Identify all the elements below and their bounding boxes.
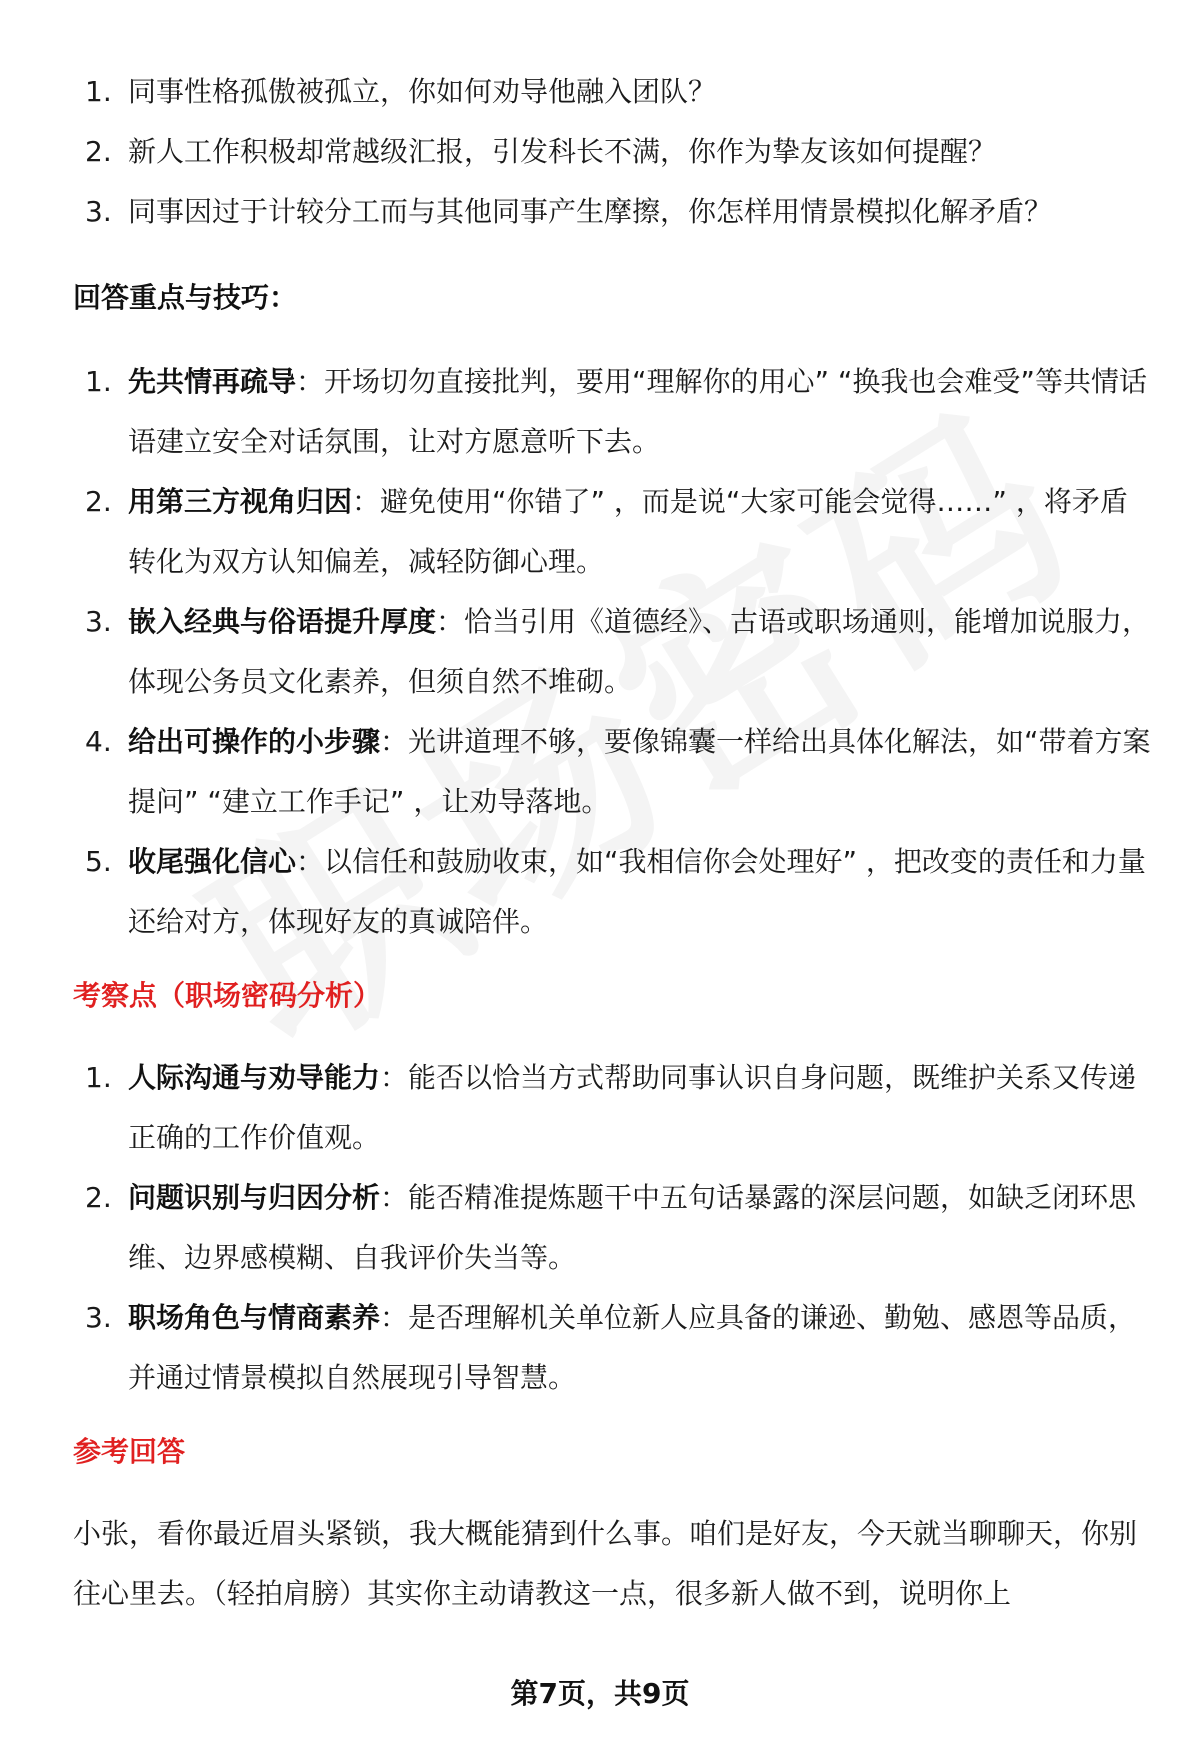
list-number: 4. [85, 725, 112, 758]
answer-paragraph: 小张，看你最近眉头紧锁，我大概能猜到什么事。咱们是好友，今天就当聊聊天，你别往心里去。（轻拍肩膀）其实你主动请教这一点，很多新人做不到，说明你上 [73, 1517, 1138, 1610]
tips-heading: 回答重点与技巧： [73, 281, 298, 314]
list-number: 1. [85, 75, 112, 108]
list-item [73, 1168, 1153, 1288]
page-footer: 第7页，共9页 [510, 1677, 690, 1710]
list-item [73, 712, 1153, 832]
list-number: 1. [85, 1061, 112, 1094]
content [73, 62, 1153, 1624]
analysis-text: ：是否理解机关单位新人应具备的谦逊、勤勉、感恩等品质，并通过情景模拟自然展现引导智慧。 [128, 1301, 1137, 1394]
question-list [73, 62, 1153, 242]
list-number: 2. [85, 135, 112, 168]
tip-title: 嵌入经典与俗语提升厚度 [128, 605, 437, 638]
tip-text: ：开场切勿直接批判，要用“理解你的用心” “换我也会难受”等共情话语建立安全对话氛围，让对方愿意听下去。 [128, 365, 1147, 458]
list-item [73, 1288, 1153, 1408]
analysis-text: ：能否以恰当方式帮助同事认识自身问题，既维护关系又传递正确的工作价值观。 [128, 1061, 1137, 1154]
tip-text: ：光讲道理不够，要像锦囊一样给出具体化解法，如“带着方案提问” “建立工作手记” ，让劝导落地。 [128, 725, 1151, 818]
list-number: 5. [85, 845, 112, 878]
analysis-title: 人际沟通与劝导能力 [128, 1061, 381, 1094]
tip-text: ：避免使用“你错了” ，而是说“大家可能会觉得……” ，将矛盾转化为双方认知偏差，减轻防御心理。 [128, 485, 1128, 578]
list-item [73, 472, 1153, 592]
tip-title: 给出可操作的小步骤 [128, 725, 381, 758]
list-item [73, 122, 1153, 182]
tips-list [73, 352, 1153, 952]
question-text: 新人工作积极却常越级汇报，引发科长不满，你作为挚友该如何提醒？ [128, 135, 997, 168]
analysis-title: 职场角色与情商素养 [128, 1301, 381, 1334]
tip-title: 用第三方视角归因 [128, 485, 353, 518]
question-text: 同事因过于计较分工而与其他同事产生摩擦，你怎样用情景模拟化解矛盾？ [128, 195, 1053, 228]
tip-title: 收尾强化信心 [128, 845, 297, 878]
list-item [73, 592, 1153, 712]
analysis-title: 问题识别与归因分析 [128, 1181, 381, 1214]
analysis-text: ：能否精准提炼题干中五句话暴露的深层问题，如缺乏闭环思维、边界感模糊、自我评价失当等。 [128, 1181, 1137, 1274]
tip-text: ：以信任和鼓励收束，如“我相信你会处理好” ，把改变的责任和力量还给对方，体现好友的真诚陪伴。 [128, 845, 1146, 938]
list-number: 3. [85, 1301, 112, 1334]
list-item [73, 352, 1153, 472]
analysis-list [73, 1048, 1153, 1408]
list-item [73, 62, 1153, 122]
list-item [73, 1048, 1153, 1168]
list-item [73, 182, 1153, 242]
list-number: 1. [85, 365, 112, 398]
list-number: 2. [85, 1181, 112, 1214]
tip-title: 先共情再疏导 [128, 365, 297, 398]
list-item [73, 832, 1153, 952]
tip-text: ：恰当引用《道德经》、古语或职场通则，能增加说服力，体现公务员文化素养，但须自然不堆砌。 [128, 605, 1151, 698]
list-number: 3. [85, 195, 112, 228]
list-number: 2. [85, 485, 112, 518]
answer-heading: 参考回答 [73, 1435, 186, 1468]
question-text: 同事性格孤傲被孤立，你如何劝导他融入团队？ [128, 75, 717, 108]
analysis-heading: 考察点（职场密码分析） [73, 979, 382, 1012]
list-number: 3. [85, 605, 112, 638]
